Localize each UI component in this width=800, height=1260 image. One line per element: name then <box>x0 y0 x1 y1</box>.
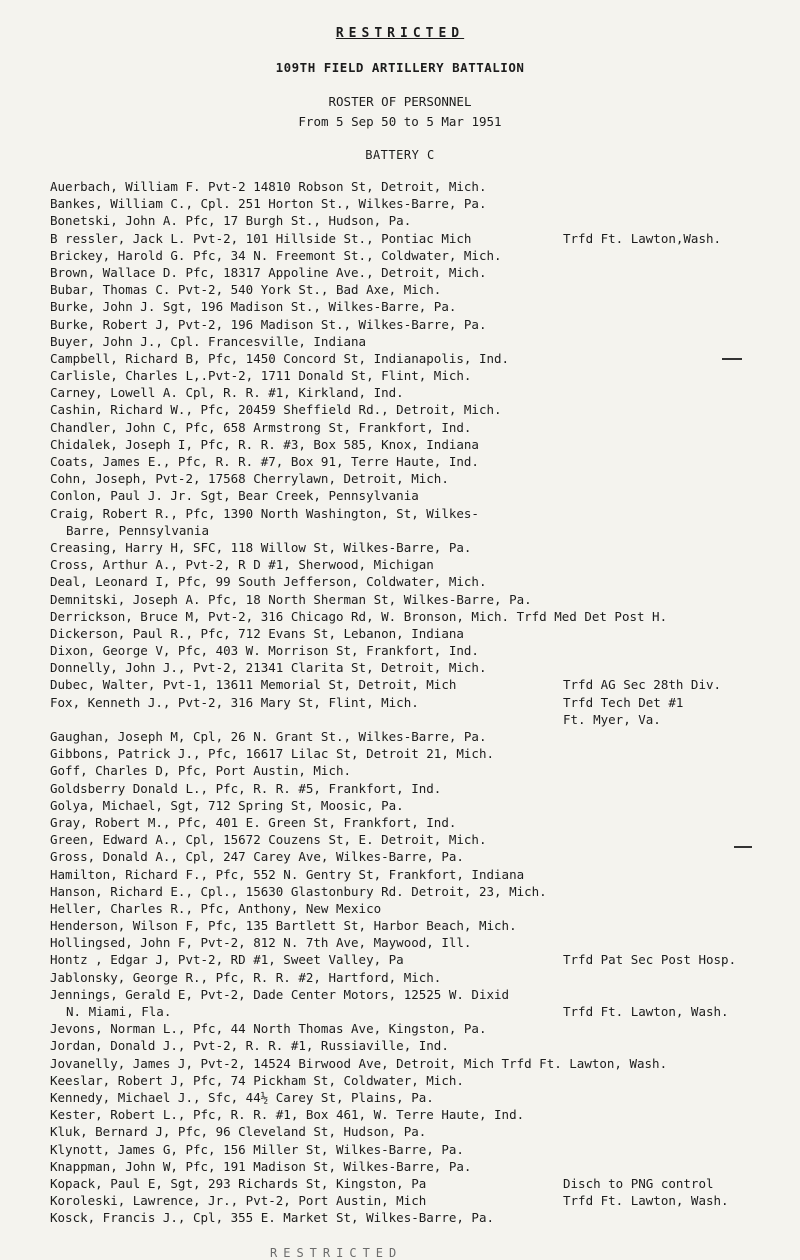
list-item <box>50 281 795 298</box>
list-item <box>50 350 795 367</box>
entry-text: Bankes, William C., Cpl. 251 Horton St., Wilkes-Barre, Pa. <box>50 196 487 212</box>
entry-text: Carney, Lowell A. Cpl, R. R. #1, Kirkland, Ind. <box>50 385 404 401</box>
entry-text: Cashin, Richard W., Pfc, 20459 Sheffield Rd., Detroit, Mich. <box>50 402 502 418</box>
entry-text: Hontz , Edgar J, Pvt-2, RD #1, Sweet Valley, Pa <box>50 952 404 968</box>
entry-text: Kester, Robert L., Pfc, R. R. #1, Box 461, W. Terre Haute, Ind. <box>50 1107 525 1123</box>
entry-text: Burke, John J. Sgt, 196 Madison St., Wilkes-Barre, Pa. <box>50 299 457 315</box>
entry-text: Gray, Robert M., Pfc, 401 E. Green St, Frankfort, Ind. <box>50 814 457 830</box>
entry-text: Hamilton, Richard F., Pfc, 552 N. Gentry St, Frankfort, Indiana <box>50 866 525 882</box>
list-item <box>50 934 795 951</box>
list-item <box>50 986 795 1003</box>
list-item <box>50 969 795 986</box>
list-item <box>50 1192 795 1209</box>
entry-text: Goldsberry Donald L., Pfc, R. R. #5, Frankfort, Ind. <box>50 780 442 796</box>
list-item <box>50 212 795 229</box>
entry-note: Trfd Ft. Lawton,Wash. <box>563 230 722 246</box>
list-item <box>50 1175 795 1192</box>
entry-text: Henderson, Wilson F, Pfc, 135 Bartlett St, Harbor Beach, Mich. <box>50 918 517 934</box>
list-item <box>50 487 795 504</box>
list-item <box>50 384 795 401</box>
entry-text: Kluk, Bernard J, Pfc, 96 Cleveland St, Hudson, Pa. <box>50 1124 427 1140</box>
entry-note: Trfd Tech Det #1 <box>563 694 684 710</box>
list-item <box>50 900 795 917</box>
list-item <box>50 247 795 264</box>
list-item <box>50 848 795 865</box>
list-item <box>50 676 795 693</box>
entry-text: Deal, Leonard I, Pfc, 99 South Jefferson, Coldwater, Mich. <box>50 574 487 590</box>
list-item <box>50 745 795 762</box>
entry-text: Campbell, Richard B, Pfc, 1450 Concord St, Indianapolis, Ind. <box>50 350 510 366</box>
list-item <box>50 797 795 814</box>
entry-text: Keeslar, Robert J, Pfc, 74 Pickham St, Coldwater, Mich. <box>50 1072 464 1088</box>
entry-text: Hanson, Richard E., Cpl., 15630 Glastonbury Rd. Detroit, 23, Mich. <box>50 883 547 899</box>
list-item <box>50 1158 795 1175</box>
list-item <box>50 728 795 745</box>
list-item <box>50 522 795 539</box>
list-item <box>50 419 795 436</box>
entry-text: Bonetski, John A. Pfc, 17 Burgh St., Hudson, Pa. <box>50 213 412 229</box>
list-item <box>50 453 795 470</box>
entry-text: Kopack, Paul E, Sgt, 293 Richards St, Kingston, Pa <box>50 1175 427 1191</box>
entry-text: Dixon, George V, Pfc, 403 W. Morrison St, Frankfort, Ind. <box>50 643 479 659</box>
entry-text: Kennedy, Michael J., Sfc, 44½ Carey St, Plains, Pa. <box>50 1089 434 1105</box>
list-item <box>50 573 795 590</box>
entry-text: Creasing, Harry H, SFC, 118 Willow St, Wilkes-Barre, Pa. <box>50 539 472 555</box>
entry-note: Trfd AG Sec 28th Div. <box>563 677 722 693</box>
list-item <box>50 951 795 968</box>
list-item <box>50 1020 795 1037</box>
list-item <box>50 642 795 659</box>
list-item <box>50 556 795 573</box>
list-item <box>50 780 795 797</box>
list-item <box>50 316 795 333</box>
entry-text: Jevons, Norman L., Pfc, 44 North Thomas Ave, Kingston, Pa. <box>50 1021 487 1037</box>
list-item <box>50 814 795 831</box>
entry-text: Knappman, John W, Pfc, 191 Madison St, Wilkes-Barre, Pa. <box>50 1158 472 1174</box>
battery-heading: BATTERY C <box>365 148 435 162</box>
entry-text: Klynott, James G, Pfc, 156 Miller St, Wilkes-Barre, Pa. <box>50 1141 464 1157</box>
entry-note: Trfd Ft. Lawton, Wash. <box>563 1004 729 1019</box>
entry-text: Jordan, Donald J., Pvt-2, R. R. #1, Russiaville, Ind. <box>50 1038 449 1054</box>
list-item <box>50 298 795 315</box>
battalion-title: 109TH FIELD ARTILLERY BATTALION <box>275 60 525 75</box>
list-item <box>50 917 795 934</box>
entry-text: Fox, Kenneth J., Pvt-2, 316 Mary St, Flint, Mich. <box>50 694 419 710</box>
list-item <box>50 367 795 384</box>
list-item <box>50 831 795 848</box>
entry-note: Ft. Myer, Va. <box>563 711 661 727</box>
list-item <box>50 762 795 779</box>
classification-heading: RESTRICTED <box>335 26 465 41</box>
entry-text: Jennings, Gerald E, Pvt-2, Dade Center Motors, 12525 W. Dixid <box>50 986 510 1002</box>
list-item <box>50 178 795 195</box>
entry-text: Jablonsky, George R., Pfc, R. R. #2, Hartford, Mich. <box>50 969 442 985</box>
stray-pen-mark <box>734 846 752 848</box>
entry-text: Dickerson, Paul R., Pfc, 712 Evans St, Lebanon, Indiana <box>50 625 464 641</box>
entry-note: Trfd Pat Sec Post Hosp. <box>563 952 737 968</box>
entry-text: Brown, Wallace D. Pfc, 18317 Appoline Ave., Detroit, Mich. <box>50 264 487 280</box>
roster-period: From 5 Sep 50 to 5 Mar 1951 <box>298 114 502 129</box>
list-item <box>50 1209 795 1226</box>
entry-text: Derrickson, Bruce M, Pvt-2, 316 Chicago Rd, W. Bronson, Mich. Trfd Med Det Post H. <box>50 608 668 624</box>
list-item <box>50 1072 795 1089</box>
footer-classification: RESTRICTED <box>270 1246 403 1260</box>
entry-text: Gibbons, Patrick J., Pfc, 16617 Lilac St, Detroit 21, Mich. <box>50 746 495 762</box>
entry-text: Brickey, Harold G. Pfc, 34 N. Freemont St., Coldwater, Mich. <box>50 247 502 263</box>
list-item <box>50 659 795 676</box>
entry-note: Disch to PNG control <box>563 1175 714 1191</box>
entry-text: Demnitski, Joseph A. Pfc, 18 North Sherman St, Wilkes-Barre, Pa. <box>50 591 532 607</box>
entry-text: Golya, Michael, Sgt, 712 Spring St, Moosic, Pa. <box>50 797 404 813</box>
entry-text: Heller, Charles R., Pfc, Anthony, New Mexico <box>50 900 382 916</box>
entry-text: N. Miami, Fla. <box>66 1004 172 1019</box>
list-item <box>50 625 795 642</box>
entry-text: Donnelly, John J., Pvt-2, 21341 Clarita St, Detroit, Mich. <box>50 660 487 676</box>
list-item <box>50 1055 795 1072</box>
list-item <box>50 866 795 883</box>
list-item <box>50 230 795 247</box>
list-item <box>50 711 795 728</box>
list-item <box>50 264 795 281</box>
list-item <box>50 333 795 350</box>
entry-text: Conlon, Paul J. Jr. Sgt, Bear Creek, Pennsylvania <box>50 488 419 504</box>
list-item <box>50 591 795 608</box>
list-item <box>50 1003 795 1020</box>
entry-note: Trfd Ft. Lawton, Wash. <box>563 1193 729 1209</box>
list-item <box>50 1106 795 1123</box>
list-item <box>50 1089 795 1106</box>
entry-text: Green, Edward A., Cpl, 15672 Couzens St, E. Detroit, Mich. <box>50 832 487 848</box>
roster-title: ROSTER OF PERSONNEL <box>328 94 472 109</box>
entry-text: Goff, Charles D, Pfc, Port Austin, Mich. <box>50 763 352 779</box>
list-item <box>50 1141 795 1158</box>
entry-text: Craig, Robert R., Pfc, 1390 North Washington, St, Wilkes- <box>50 505 479 521</box>
list-item <box>50 883 795 900</box>
entry-text: Hollingsed, John F, Pvt-2, 812 N. 7th Ave, Maywood, Ill. <box>50 935 472 951</box>
list-item <box>50 1123 795 1140</box>
list-item <box>50 505 795 522</box>
list-item <box>50 694 795 711</box>
entry-text: Jovanelly, James J, Pvt-2, 14524 Birwood Ave, Detroit, Mich Trfd Ft. Lawton, Wash. <box>50 1055 668 1071</box>
entry-text: Chidalek, Joseph I, Pfc, R. R. #3, Box 585, Knox, Indiana <box>50 436 479 452</box>
stray-pen-mark <box>722 358 742 360</box>
list-item <box>50 436 795 453</box>
list-item <box>50 470 795 487</box>
entry-text: Barre, Pennsylvania <box>66 522 209 538</box>
entry-text: Gross, Donald A., Cpl, 247 Carey Ave, Wilkes-Barre, Pa. <box>50 849 464 865</box>
entry-text: Chandler, John C, Pfc, 658 Armstrong St, Frankfort, Ind. <box>50 419 472 435</box>
list-item <box>50 1037 795 1054</box>
list-item <box>50 195 795 212</box>
entry-text: B ressler, Jack L. Pvt-2, 101 Hillside St., Pontiac Mich <box>50 230 472 246</box>
personnel-list <box>50 178 795 1226</box>
entry-text: Kosck, Francis J., Cpl, 355 E. Market St, Wilkes-Barre, Pa. <box>50 1210 495 1226</box>
list-item <box>50 608 795 625</box>
entry-text: Auerbach, William F. Pvt-2 14810 Robson St, Detroit, Mich. <box>50 179 487 194</box>
entry-text: Bubar, Thomas C. Pvt-2, 540 York St., Bad Axe, Mich. <box>50 282 442 298</box>
entry-text: Dubec, Walter, Pvt-1, 13611 Memorial St, Detroit, Mich <box>50 677 457 693</box>
entry-text: Buyer, John J., Cpl. Francesville, Indiana <box>50 333 367 349</box>
entry-text: Carlisle, Charles L,.Pvt-2, 1711 Donald St, Flint, Mich. <box>50 368 472 384</box>
entry-text: Gaughan, Joseph M, Cpl, 26 N. Grant St., Wilkes-Barre, Pa. <box>50 729 487 744</box>
entry-text: Cohn, Joseph, Pvt-2, 17568 Cherrylawn, Detroit, Mich. <box>50 471 449 487</box>
entry-text: Coats, James E., Pfc, R. R. #7, Box 91, Terre Haute, Ind. <box>50 454 479 469</box>
entry-text: Cross, Arthur A., Pvt-2, R D #1, Sherwood, Michigan <box>50 557 434 573</box>
list-item <box>50 539 795 556</box>
entry-text: Koroleski, Lawrence, Jr., Pvt-2, Port Austin, Mich <box>50 1193 427 1209</box>
list-item <box>50 401 795 418</box>
entry-text: Burke, Robert J, Pvt-2, 196 Madison St., Wilkes-Barre, Pa. <box>50 316 487 332</box>
